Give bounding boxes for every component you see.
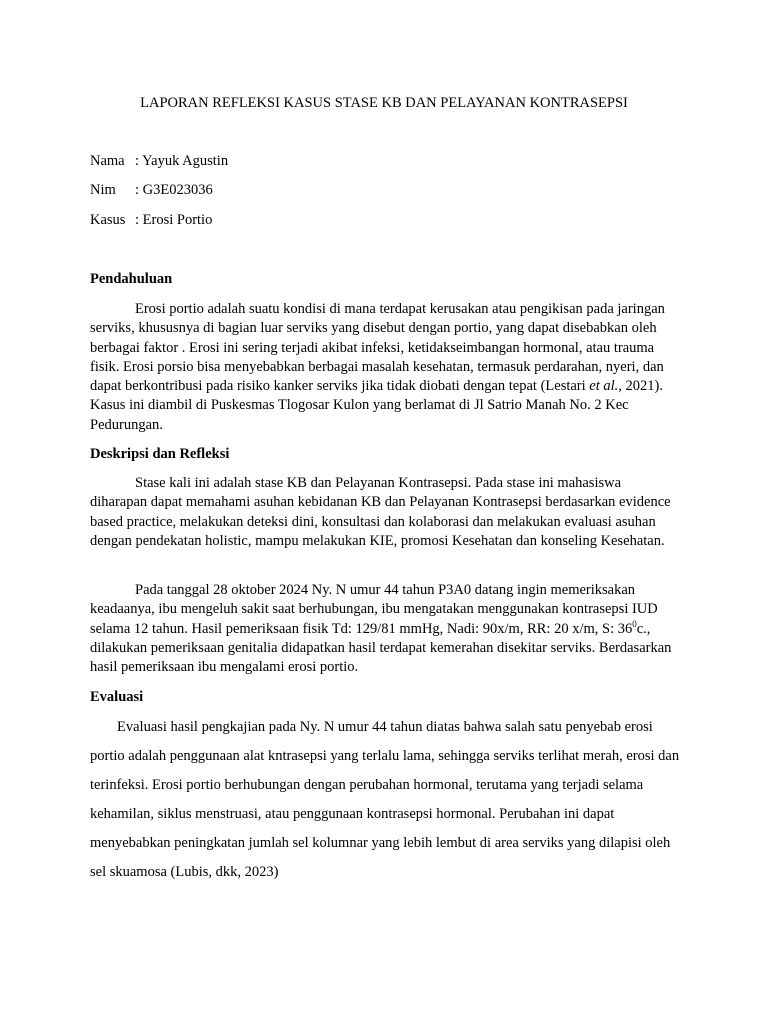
identity-value: : Erosi Portio: [135, 212, 213, 228]
document-title: LAPORAN REFLEKSI KASUS STASE KB DAN PELAYANAN KONTRASEPSI: [140, 95, 628, 111]
paragraph-text: Evaluasi hasil pengkajian pada Ny. N umur 44 tahun diatas bahwa salah satu penyebab erosi portio adalah penggunaan alat kntrasepsi yang terlalu lama, sehingga serviks terlihat merah, erosi dan terinfeksi. Erosi portio berhubungan dengan perubahan hormonal, terutama yang terjadi selama kehamilan, siklus menstruasi, atau penggunaan kontrasepsi hormonal. Perubahan ini dapat menyebabkan peningkatan jumlah sel kolumnar yang lebih lembut di area serviks yang dilapisi oleh sel skuamosa (Lubis, dkk, 2023): [90, 719, 680, 880]
paragraph-pendahuluan: [90, 300, 680, 435]
paragraph-text: c., dilakukan pemeriksaan genitalia didapatkan hasil terdapat kemerahan disekitar serviks. Berdasarkan hasil pemeriksaan ibu mengalami erosi portio.: [90, 620, 672, 676]
paragraph-evaluasi: [90, 713, 680, 887]
degree-superscript: 0: [632, 618, 637, 629]
identity-row-nama: [90, 151, 228, 171]
identity-label: Nama: [90, 153, 125, 169]
section-heading-deskripsi: Deskripsi dan Refleksi: [90, 446, 230, 462]
paragraph-text: Pada tanggal 28 oktober 2024 Ny. N umur 44 tahun P3A0 datang ingin memeriksakan keadaanya, ibu mengeluh sakit saat berhubungan, ibu mengatakan menggunakan kontrasepsi IUD selama 12 tahun. Hasil pemeriksaan fisik Td: 129/81 mmHg, Nadi: 90x/m, RR: 20 x/m, S: 36: [90, 582, 658, 637]
identity-value: : G3E023036: [135, 182, 213, 198]
identity-label: Kasus: [90, 212, 126, 228]
identity-value: : Yayuk Agustin: [135, 153, 229, 169]
identity-row-kasus: [90, 210, 212, 230]
section-heading-pendahuluan: Pendahuluan: [90, 271, 173, 287]
paragraph-text: Erosi portio adalah suatu kondisi di mana terdapat kerusakan atau pengikisan pada jaringan serviks, khususnya di bagian luar serviks yang disebut dengan portio, yang dapat disebabkan oleh berbagai faktor . Erosi ini sering terjadi akibat infeksi, ketidakseimbangan hormonal, atau trauma fisik. Erosi porsio bisa menyebabkan berbagai masalah kesehatan, termasuk perdarahan, nyeri, dan dapat berkontribusi pada risiko kanker serviks jika tidak diobati dengan tepat (Lestari: [90, 301, 665, 395]
paragraph-text: Stase kali ini adalah stase KB dan Pelayanan Kontrasepsi. Pada stase ini mahasiswa diharapan dapat memahami asuhan kebidanan KB dan Pelayanan Kontrasepsi berdasarkan evidence based practice, melakukan deteksi dini, konsultasi dan kolaborasi dan melakukan evaluasi asuhan dengan pendekatan holistic, mampu melakukan KIE, promosi Kesehatan dan konseling Kesehatan.: [90, 475, 671, 549]
section-heading-evaluasi: Evaluasi: [90, 689, 144, 705]
paragraph-deskripsi-2: [90, 581, 680, 677]
paragraph-deskripsi-1: [90, 474, 680, 551]
citation-italic: et al.: [589, 378, 619, 395]
identity-row-nim: [90, 180, 213, 200]
paragraph-text: , 2021). Kasus ini diambil di Puskesmas Tlogosar Kulon yang berlamat di Jl Satrio Manah No. 2 Kec Pedurungan.: [90, 378, 664, 433]
identity-label: Nim: [90, 182, 116, 198]
